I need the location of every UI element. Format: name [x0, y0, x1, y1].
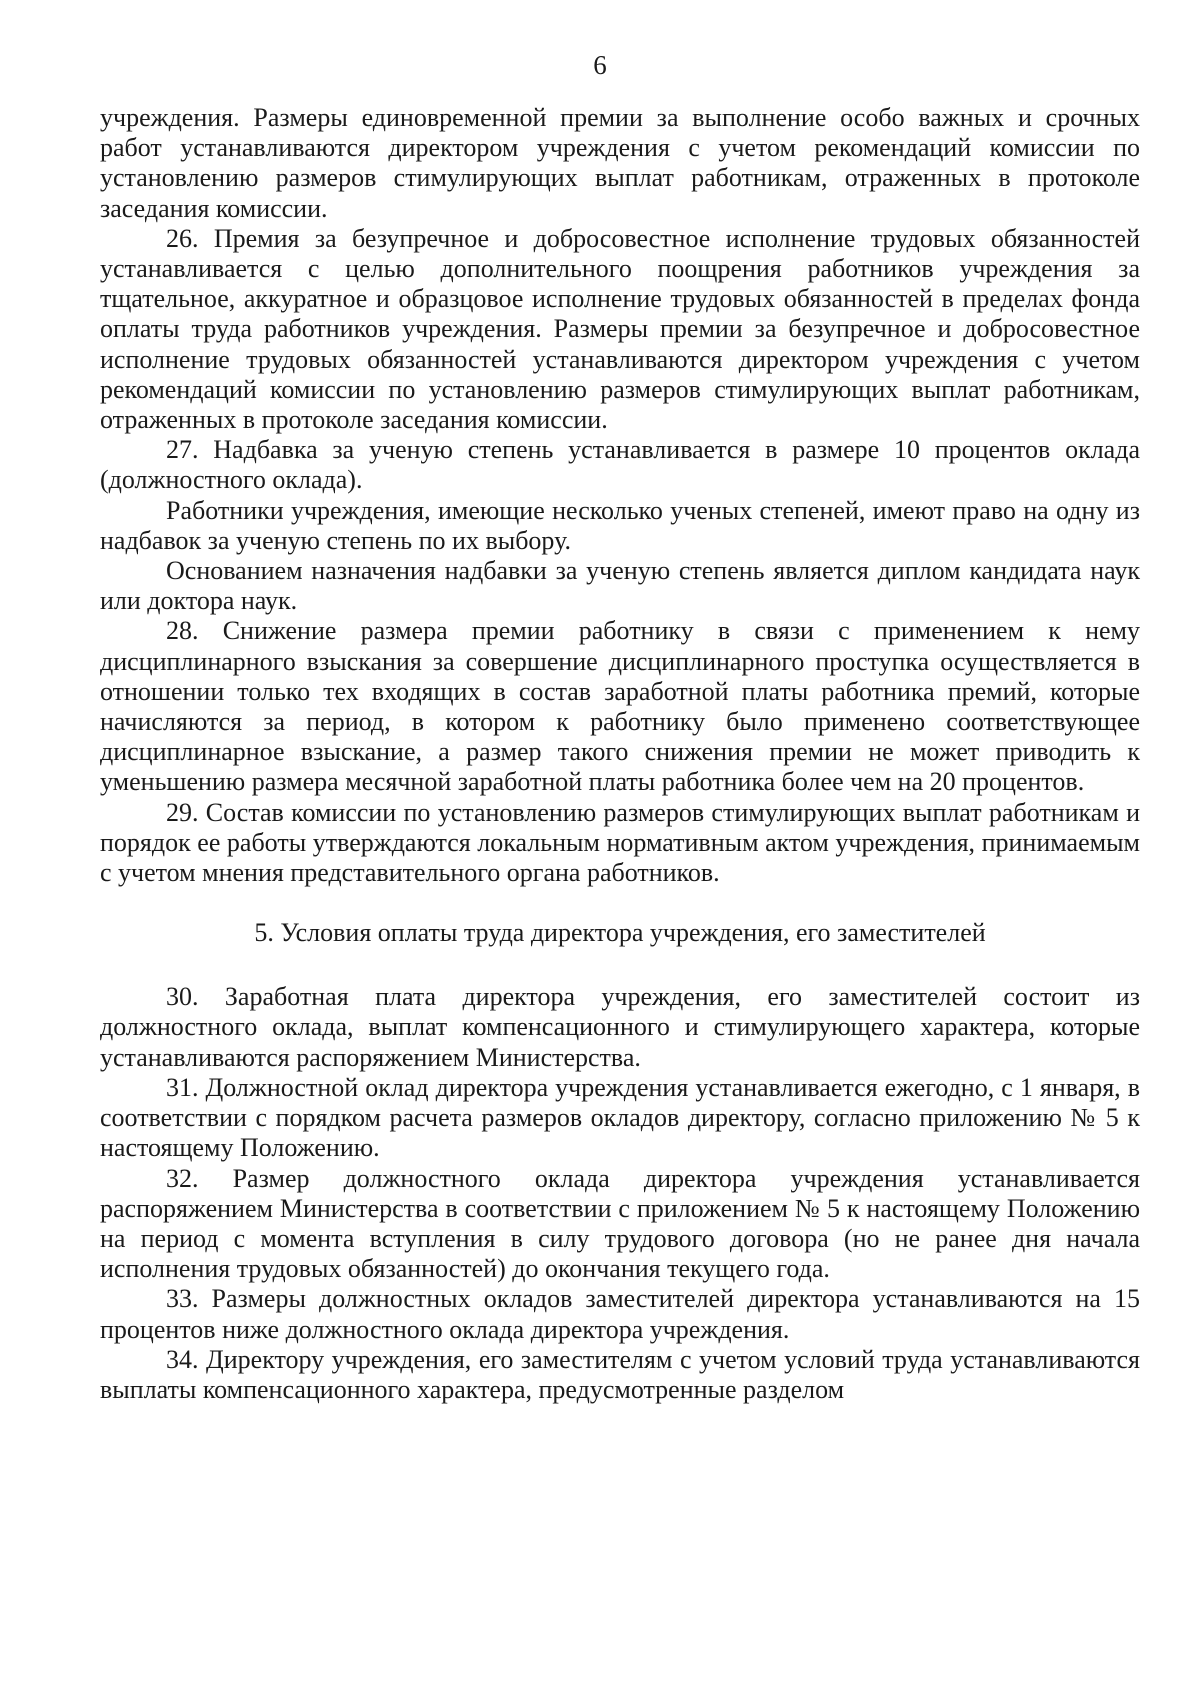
page-number: 6: [593, 50, 607, 80]
paragraph-33: 33. Размеры должностных окладов заместителей директора устанавливаются на 15 процентов ниже должностного оклада директора учреждения.: [100, 1284, 1140, 1344]
paragraph-28: 28. Снижение размера премии работнику в связи с применением к нему дисциплинарного взыскания за совершение дисциплинарного проступка осуществляется в отношении только тех входящих в состав заработной платы работника премий, которые начисляются за период, в котором к работнику было применено соответствующее дисциплинарное взыскание, а размер такого снижения премии не может приводить к уменьшению размера месячной заработной платы работника более чем на 20 процентов.: [100, 616, 1140, 797]
paragraph-26: 26. Премия за безупречное и добросовестное исполнение трудовых обязанностей устанавливается с целью дополнительного поощрения работников учреждения за тщательное, аккуратное и образцовое исполнение трудовых обязанностей в пределах фонда оплаты труда работников учреждения. Размеры премии за безупречное и добросовестное исполнение трудовых обязанностей устанавливаются директором учреждения с учетом рекомендаций комиссии по установлению размеров стимулирующих выплат работникам, отраженных в протоколе заседания комиссии.: [100, 223, 1140, 435]
paragraph-29: 29. Состав комиссии по установлению размеров стимулирующих выплат работникам и порядок ее работы утверждаются локальным нормативным актом учреждения, принимаемым с учетом мнения представительного органа работников.: [100, 797, 1140, 888]
paragraph-25-continuation: учреждения. Размеры единовременной премии за выполнение особо важных и срочных работ устанавливаются директором учреждения с учетом рекомендаций комиссии по установлению размеров стимулирующих выплат работникам, отраженных в протоколе заседания комиссии.: [100, 103, 1140, 223]
paragraph-34: 34. Директору учреждения, его заместителям с учетом условий труда устанавливаются выплаты компенсационного характера, предусмотренные разделом: [100, 1344, 1140, 1404]
paragraph-27-multiple-degrees: Работники учреждения, имеющие несколько ученых степеней, имеют право на одну из надбавок за ученую степень по их выбору.: [100, 495, 1140, 555]
paragraph-31: 31. Должностной оклад директора учреждения устанавливается ежегодно, с 1 января, в соответствии с порядком расчета размеров окладов директору, согласно приложению № 5 к настоящему Положению.: [100, 1072, 1140, 1163]
paragraph-27-basis: Основанием назначения надбавки за ученую степень является диплом кандидата наук или доктора наук.: [100, 556, 1140, 616]
paragraph-32: 32. Размер должностного оклада директора учреждения устанавливается распоряжением Министерства в соответствии с приложением № 5 к настоящему Положению на период с момента вступления в силу трудового договора (но не ранее дня начала исполнения трудовых обязанностей) до окончания текущего года.: [100, 1163, 1140, 1284]
paragraph-27: 27. Надбавка за ученую степень устанавливается в размере 10 процентов оклада (должностного оклада).: [100, 435, 1140, 495]
paragraph-30: 30. Заработная плата директора учреждения, его заместителей состоит из должностного оклада, выплат компенсационного и стимулирующего характера, которые устанавливаются распоряжением Министерства.: [100, 982, 1140, 1072]
section-heading: 5. Условия оплаты труда директора учреждения, его заместителей: [254, 918, 986, 948]
document-body: [100, 103, 1140, 1405]
